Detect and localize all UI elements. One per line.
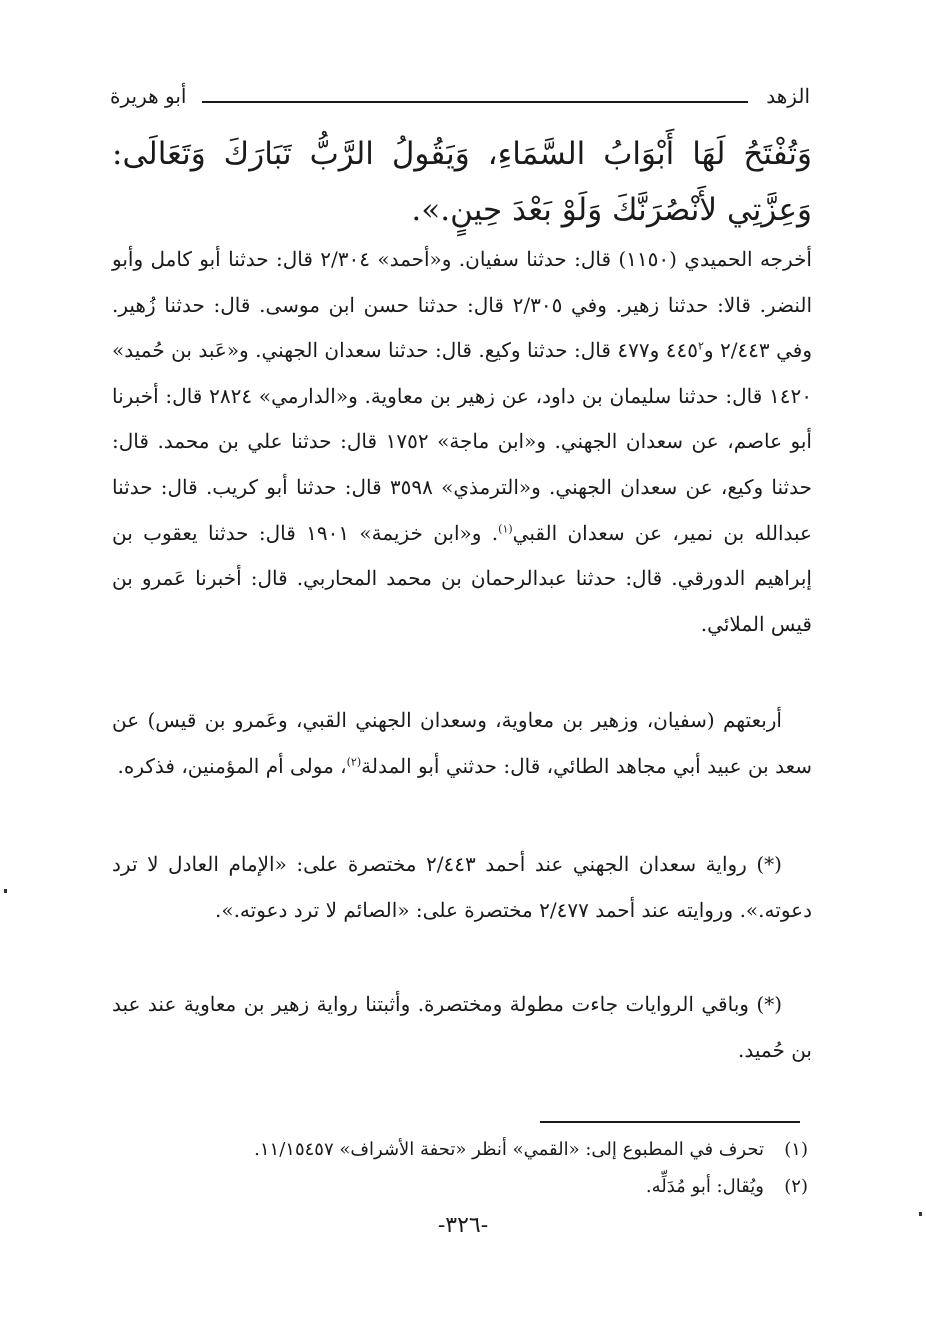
footnote-1 [118, 1135, 808, 1165]
narrator-title: أبو هريرة [110, 84, 187, 108]
note-paragraph-2: (*) وباقي الروايات جاءت مطولة ومختصرة. وأثبتنا رواية زهير بن معاوية عند عبد بن حُميد. [112, 992, 812, 1062]
section-title: الزهد [766, 84, 810, 108]
scan-mark [919, 1212, 922, 1216]
takhrij-text-part-2: و٤٧٧ قال: حدثنا وكيع. قال: حدثنا سعدان الجهني. و«عَبد بن حُميد» ١٤٢٠ قال: حدثنا سليمان بن داود، عن زهير بن معاوية. و«الدارمي» ٢٨٢٤ قال: أخبرنا أبو عاصم، عن سعدان الجهني. و«ابن ماجة» ١٧٥٢ قال: حدثنا علي بن محمد. قال: حدثنا وكيع، عن سعدان الجهني. و«الترمذي» ٣٥٩٨ قال: حدثنا أبو كريب. قال: حدثنا عبدالله بن نمير، عن سعدان القبي [112, 338, 812, 545]
footnote-1-number: (١) [784, 1139, 808, 1160]
footnote-1-text: تحرف في المطبوع إلى: «القمي» أنظر «تحفة الأشراف» ١١/١٥٤٥٧. [254, 1139, 764, 1160]
takhrij-text-part-1: أخرجه الحميدي (١١٥٠) قال: حدثنا سفيان. و«أحمد» ٢/٣٠٤ قال: حدثنا أبو كامل وأبو النضر. قالا: حدثنا زهير. وفي ٢/٣٠٥ قال: حدثنا حسن ابن موسى. قال: حدثنا زُهير. وفي ٢/٤٤٣ و٤٤٥ [112, 247, 813, 363]
footnote-ref-2: (٢) [346, 754, 362, 768]
footnote-ref-1: (١) [498, 521, 513, 535]
scan-mark [4, 889, 7, 893]
hadith-text: وَتُفْتَحُ لَهَا أَبْوَابُ السَّمَاءِ، وَيَقُولُ الرَّبُّ تَبَارَكَ وَتَعَالَى: وَعِزَّتِي لأَنْصُرَنَّكَ وَلَوْ بَعْدَ حِينٍ.». [112, 136, 812, 228]
takhrij-paragraph [112, 237, 812, 647]
narrators-text-part-2: ، مولى أم المؤمنين، فذكره. [117, 753, 347, 778]
running-header [110, 84, 810, 116]
takhrij-reference-mark: ٢ [697, 339, 704, 353]
footnote-2-number: (٢) [784, 1176, 808, 1197]
footnote-2-text: ويُقال: أبو مُدَلِّه. [645, 1176, 764, 1197]
takhrij-text-part-3: . و«ابن خزيمة» ١٩٠١ قال: حدثنا يعقوب بن إبراهيم الدورقي. قال: حدثنا عبدالرحمان بن محمد المحاربي. قال: أخبرنا عَمرو بن قيس الملائي. [112, 520, 812, 636]
narrators-text-part-1: أربعتهم (سفيان، وزهير بن معاوية، وسعدان الجهني القبي، وعَمرو بن قيس) عن سعد بن عبيد أبي مجاهد الطائي، قال: حدثني أبو المدلة [112, 708, 812, 778]
note-paragraph-1: (*) رواية سعدان الجهني عند أحمد ٢/٤٤٣ مختصرة على: «الإمام العادل لا ترد دعوته.». وروايته عند أحمد ٢/٤٧٧ مختصرة على: «الصائم لا ترد دعوته.». [112, 852, 812, 922]
footnote-2 [118, 1172, 808, 1202]
footnote-rule [540, 1121, 800, 1123]
narrators-paragraph [112, 698, 812, 789]
page-number: -٣٢٦- [437, 1213, 489, 1238]
header-rule [202, 101, 748, 103]
